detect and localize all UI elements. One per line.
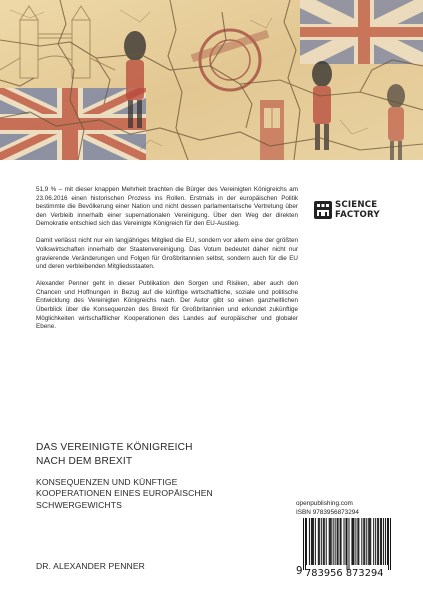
barcode-bar [306, 518, 307, 565]
barcode-bar [326, 518, 327, 565]
barcode-bar [344, 518, 345, 565]
barcode-bar [385, 518, 386, 565]
barcode-bar [373, 518, 374, 565]
barcode-bar [383, 518, 384, 565]
barcode-digits: 783956 873294 [305, 568, 384, 579]
barcode-bar [368, 518, 369, 565]
publisher-website: openpublishing.com [296, 500, 353, 507]
barcode-bar [375, 518, 376, 565]
cover-collage-image [0, 0, 423, 160]
book-subtitle [36, 477, 213, 511]
barcode-bar [329, 518, 330, 565]
blurb-paragraph-3: Alexander Penner geht in dieser Publikation den Sorgen und Risiken, aber auch den Chancen und Hoffnungen in Bezug auf die künftige wirtschaftliche, soziale und politische Entwicklung des Vereinigten Königreichs nach. Der Autor gibt so einen ganzheitlichen Überblick über die Konsequenzen des Brexit für Großbritannien und erkundet zukünftige Möglichkeiten wirtschaftlicher Kooperationen des Landes auf europäischer und globaler Ebene. [36, 280, 298, 331]
barcode-bar [357, 518, 358, 565]
barcode-bar [330, 518, 331, 565]
blurb-paragraph-1: 51,9 % – mit dieser knappen Mehrheit brachten die Bürger des Vereinigten Königreichs am 23.06.2016 einen historischen Prozess ins Rollen. Erstmals in der europäischen Politik bestimmte die Bevölkerung einer Nation und nicht dessen parlamentarische Vertretung über den Verbleib innerhalb einer supernationalen Vereinigung. Über den Weg der direkten Demokratie entschied sich das Vereinigte Königreich für den EU-Austieg. [36, 186, 298, 228]
science-factory-logo-text [335, 200, 380, 220]
isbn-barcode [296, 518, 393, 584]
barcode-bar [377, 518, 378, 565]
barcode-bar [313, 518, 314, 565]
book-title-line-2: NACH DEM BREXIT [36, 456, 133, 467]
barcode-bar [321, 518, 322, 565]
blurb-paragraph-2: Damit verlässt nicht nur ein langjähriges Mitglied die EU, sondern vor allem eine der größten Volkswirtschaften innerhalb der Staatenvereinigung. Das Votum bedeutet daher nicht nur gravierende Veränderungen und Folgen für Großbritannien selbst, sondern auch für die EU und deren verbleibenden Mitgliedsstaaten. [36, 237, 298, 271]
barcode-bar [363, 518, 364, 565]
barcode-bar [331, 518, 332, 565]
barcode-bar [381, 518, 382, 565]
barcode-bar [309, 518, 310, 565]
isbn-label: ISBN 9783956873294 [296, 508, 359, 516]
barcode-bar [353, 518, 354, 565]
barcode-bar [312, 518, 313, 565]
barcode-bar [346, 518, 347, 565]
logo-line-2: FACTORY [335, 210, 380, 220]
book-title-line-1: DAS VEREINIGTE KÖNIGREICH [36, 442, 193, 453]
book-subtitle-line-1: KONSEQUENZEN UND KÜNFTIGE [36, 477, 178, 487]
barcode-bar [347, 518, 348, 570]
barcode-bar [370, 518, 371, 565]
science-factory-logo [314, 198, 394, 224]
barcode-bar [315, 518, 316, 565]
book-subtitle-line-3: SCHWERGEWICHTS [36, 499, 122, 510]
barcode-bar [319, 518, 320, 565]
barcode-bar [366, 518, 367, 565]
barcode-bar [352, 518, 353, 565]
barcode-bar [318, 518, 319, 565]
barcode-bar [341, 518, 342, 565]
barcode-bar [387, 518, 388, 565]
barcode-bar [369, 518, 370, 565]
barcode-bar [305, 518, 306, 570]
barcode-bar [358, 518, 359, 565]
book-author: DR. ALEXANDER PENNER [36, 561, 145, 571]
barcode-lead-digit: 9 [296, 566, 303, 577]
science-factory-logo-icon [314, 201, 332, 219]
telephone-box [260, 100, 284, 160]
barcode-bar [355, 518, 356, 565]
barcode-bar [361, 518, 362, 565]
book-subtitle-line-2: KOOPERATIONEN EINES EUROPÄISCHEN [36, 488, 213, 499]
barcode-bars [303, 518, 391, 570]
barcode-bar [333, 518, 334, 565]
logo-line-1: SCIENCE [335, 200, 378, 210]
barcode-bar [378, 518, 379, 565]
barcode-bar [338, 518, 339, 565]
barcode-bar [323, 518, 324, 565]
book-title [36, 441, 213, 469]
union-jack-flag-right [300, 0, 423, 64]
blurb-text [36, 186, 298, 340]
barcode-bar [380, 518, 381, 565]
barcode-bar [364, 518, 365, 565]
publisher-info [296, 500, 359, 517]
barcode-bar [390, 518, 391, 570]
barcode-bar [311, 518, 312, 565]
barcode-bar [335, 518, 336, 565]
barcode-bar [303, 518, 304, 570]
barcode-bar [324, 518, 325, 565]
barcode-bar [337, 518, 338, 565]
barcode-bar [388, 518, 389, 570]
barcode-bar [351, 518, 352, 565]
book-title-block [36, 441, 213, 511]
barcode-bar [348, 518, 349, 570]
barcode-bar [340, 518, 341, 565]
